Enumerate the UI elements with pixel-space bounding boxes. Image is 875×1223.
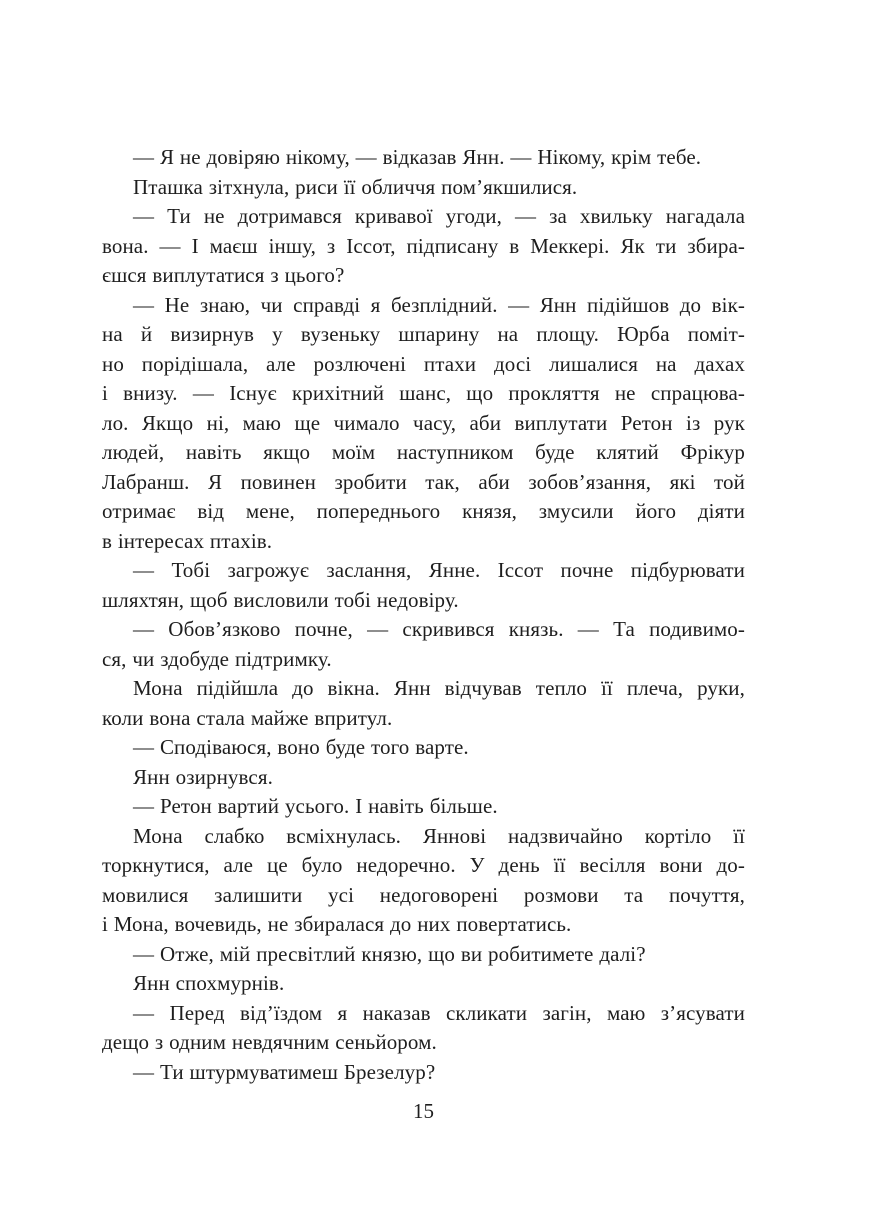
text-line: — Я не довіряю нікому, — відказав Янн. — Нікому, крім тебе. (133, 145, 702, 169)
text-line: шляхтян, щоб висловили тобі недовіру. (102, 587, 459, 612)
text-line: отримає від мене, попереднього князя, змусили його діяти (102, 499, 745, 523)
text-line: єшся виплутатися з цього? (102, 263, 345, 287)
text-line: торкнутися, але це було недоречно. У день її весілля вони до- (102, 853, 745, 877)
text-line: Пташка зітхнула, риси її обличчя пом’якшилися. (133, 174, 578, 199)
text-line: Янн озирнувся. (133, 764, 273, 789)
text-line: — Перед від’їздом я наказав скликати загін, маю з’ясувати (133, 1000, 745, 1025)
text-line: но порідішала, але розлючені птахи досі лишалися на дахах (102, 351, 745, 376)
text-line: Мона слабко всміхнулась. Яннові надзвичайно кортіло її (133, 823, 745, 848)
text-line: Лабранш. Я повинен зробити так, аби зобов’язання, які той (102, 469, 745, 494)
text-line: ся, чи здобуде підтримку. (102, 646, 332, 671)
text-line: мовилися залишити усі недоговорені розмови та почуття, (102, 882, 745, 907)
text-line: людей, навіть якщо моїм наступником буде клятий Фрікур (102, 440, 745, 464)
text-line: в інтересах птахів. (102, 528, 273, 553)
text-line: — Тобі загрожує заслання, Янне. Іссот почне підбурювати (133, 558, 745, 582)
text-line: — Не знаю, чи справді я безплідний. — Янн підійшов до вік- (133, 292, 745, 317)
text-line: ло. Якщо ні, маю ще чимало часу, аби виплутати Ретон із рук (102, 410, 745, 435)
text-line: і внизу. — Існує крихітний шанс, що прокляття не спрацюва- (102, 381, 745, 405)
text-line: — Ти не дотримався кривавої угоди, — за хвильку нагадала (133, 204, 745, 228)
text-line: на й визирнув у вузеньку шпарину на площу. Юрба поміт- (102, 322, 745, 346)
text-line: Янн спохмурнів. (133, 971, 285, 995)
text-line: Мона підійшла до вікна. Янн відчував тепло її плеча, руки, (133, 676, 745, 700)
text-block (102, 143, 745, 1087)
text-line: — Отже, мій пресвітлий князю, що ви робитимете далі? (133, 941, 646, 966)
text-line: і Мона, вочевидь, не збиралася до них повертатись. (102, 912, 572, 936)
text-line: коли вона стала майже впритул. (102, 705, 393, 730)
text-line: — Сподіваюся, воно буде того варте. (133, 735, 469, 759)
text-line: дещо з одним невдячним сеньйором. (102, 1030, 437, 1054)
text-line: — Ти штурмуватимеш Брезелур? (133, 1059, 436, 1084)
text-line: — Обов’язково почне, — скривився князь. — Та подивимо- (133, 617, 745, 641)
page-number: 15 (413, 1099, 434, 1123)
text-line: вона. — І маєш іншу, з Іссот, підписану в Меккері. Як ти збира- (102, 233, 745, 258)
text-line: — Ретон вартий усього. І навіть більше. (133, 794, 498, 818)
